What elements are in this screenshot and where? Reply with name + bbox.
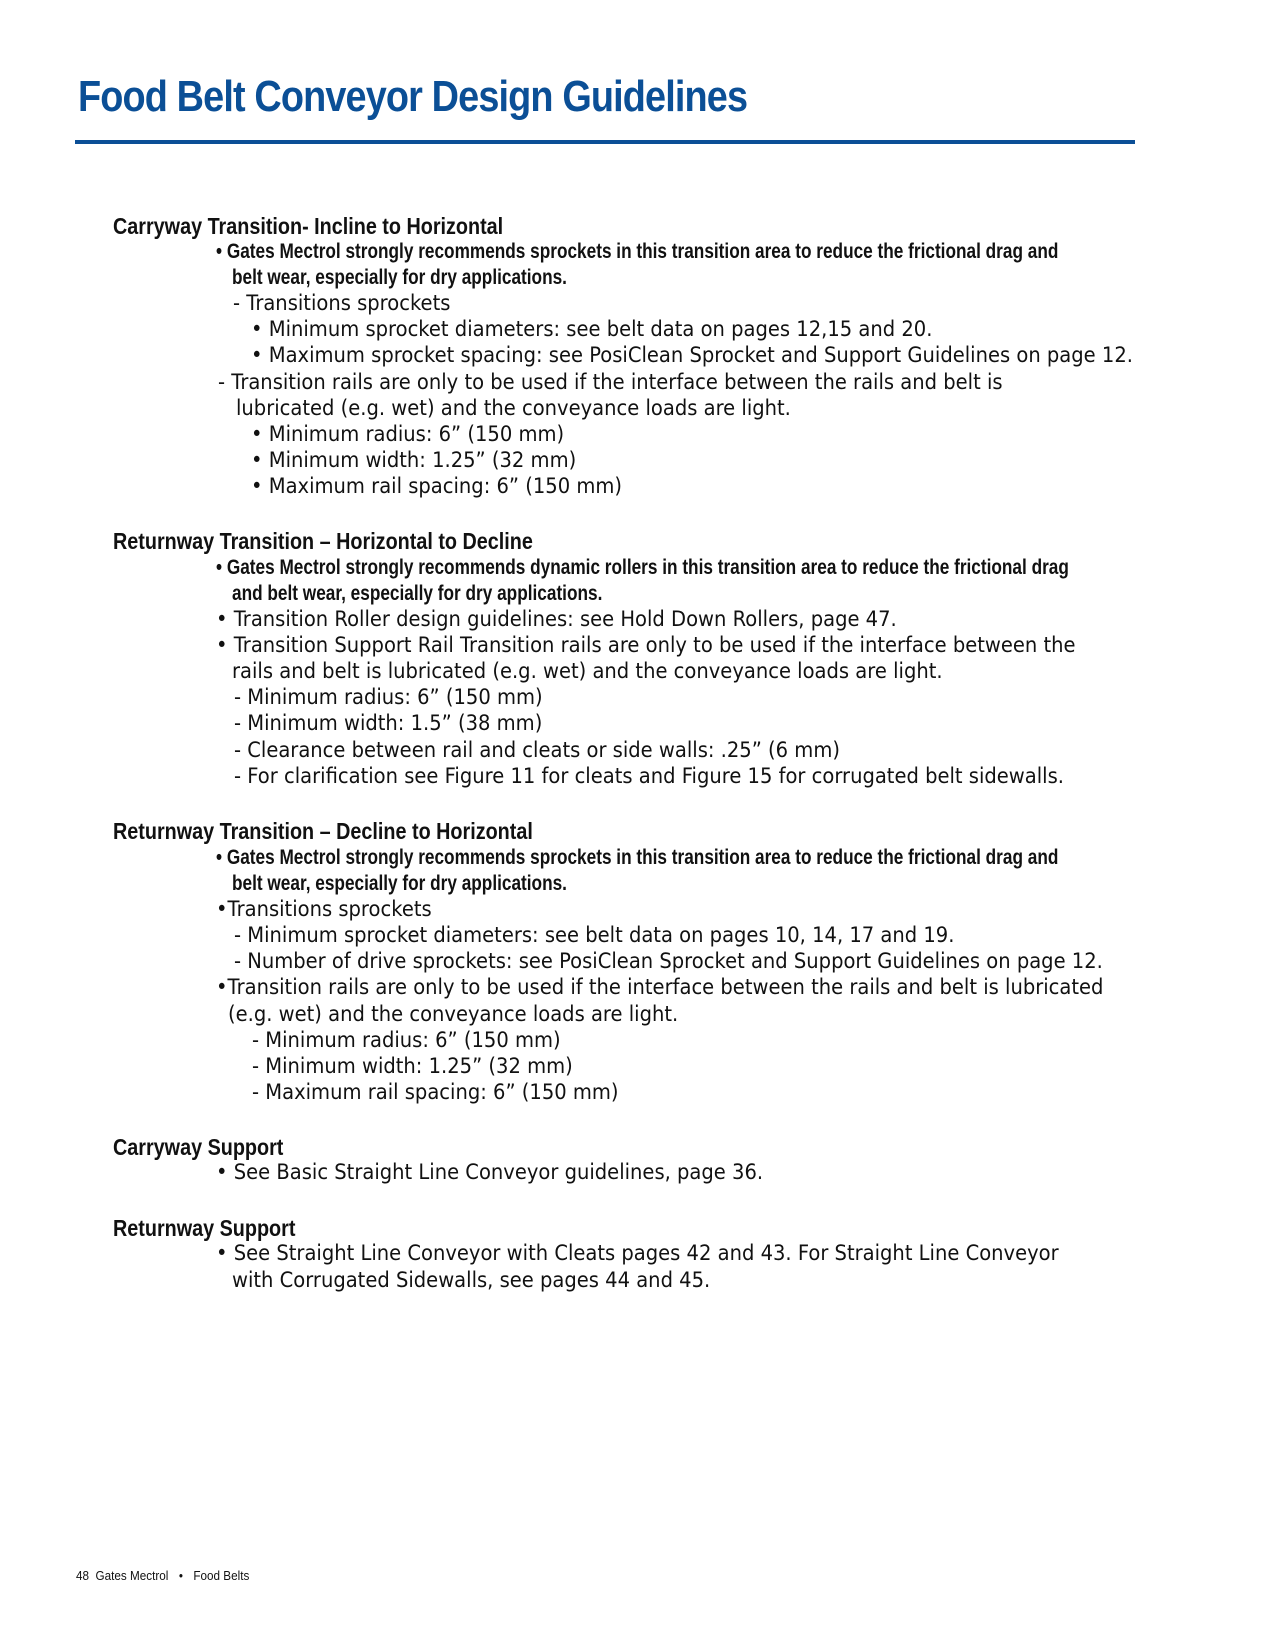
page-title: Food Belt Conveyor Design Guidelines [78, 72, 748, 121]
section-text-line: and belt wear, especially for dry applications. [232, 582, 603, 605]
section-text-line: •Transition rails are only to be used if the interface between the rails and belt is lubricated [216, 975, 1104, 999]
title-underline [75, 140, 1135, 144]
section-text-line: belt wear, especially for dry applications. [232, 872, 567, 895]
section-text-line: with Corrugated Sidewalls, see pages 44 and 45. [232, 1268, 711, 1292]
section-text-line: - For clarification see Figure 11 for cleats and Figure 15 for corrugated belt sidewalls. [234, 764, 1064, 788]
section-text-line: • Gates Mectrol strongly recommends dynamic rollers in this transition area to reduce the frictional drag [216, 556, 1069, 579]
section-text-line: •Transitions sprockets [216, 897, 432, 921]
section-text-line: - Minimum radius: 6” (150 mm) [234, 685, 543, 709]
section-text-line: - Minimum width: 1.5” (38 mm) [234, 711, 543, 735]
page-number: 48 [76, 1568, 90, 1583]
page-footer [76, 1568, 249, 1583]
section-text-line: rails and belt is lubricated (e.g. wet) and the conveyance loads are light. [232, 659, 943, 683]
section-text-line: - Clearance between rail and cleats or side walls: .25” (6 mm) [234, 738, 840, 762]
section-text-line: • See Basic Straight Line Conveyor guidelines, page 36. [216, 1160, 764, 1184]
section-text-line: • Minimum sprocket diameters: see belt data on pages 12,15 and 20. [251, 317, 933, 341]
section-text-line: (e.g. wet) and the conveyance loads are light. [228, 1002, 679, 1026]
section-text-line: • Transition Roller design guidelines: see Hold Down Rollers, page 47. [216, 607, 897, 631]
section-heading: Returnway Support [113, 1215, 296, 1241]
section-text-line: - Number of drive sprockets: see PosiClean Sprocket and Support Guidelines on page 12. [234, 949, 1103, 973]
section-text-line: - Minimum width: 1.25” (32 mm) [252, 1054, 573, 1078]
footer-separator: • [178, 1568, 183, 1583]
section-text-line: • Minimum radius: 6” (150 mm) [251, 422, 565, 446]
section-text-line: - Minimum radius: 6” (150 mm) [252, 1028, 561, 1052]
section-text-line: - Transitions sprockets [233, 291, 451, 315]
section-text-line: - Minimum sprocket diameters: see belt data on pages 10, 14, 17 and 19. [234, 923, 955, 947]
section-text-line: • Maximum sprocket spacing: see PosiClean Sprocket and Support Guidelines on page 12. [251, 343, 1133, 367]
section-heading: Carryway Support [113, 1134, 284, 1160]
section-text-line: • Transition Support Rail Transition rails are only to be used if the interface between the [216, 633, 1076, 657]
section-text-line: • Gates Mectrol strongly recommends sprockets in this transition area to reduce the frictional drag and [216, 846, 1059, 869]
section-heading: Returnway Transition – Decline to Horizontal [113, 818, 533, 844]
section-text-line: • Maximum rail spacing: 6” (150 mm) [251, 474, 623, 498]
section-text-line: • See Straight Line Conveyor with Cleats pages 42 and 43. For Straight Line Conveyor [216, 1241, 1059, 1265]
footer-company: Gates Mectrol [95, 1568, 169, 1583]
section-text-line: • Gates Mectrol strongly recommends sprockets in this transition area to reduce the frictional drag and [216, 240, 1059, 263]
section-text-line: belt wear, especially for dry applications. [232, 266, 567, 289]
section-heading: Carryway Transition- Incline to Horizontal [113, 213, 504, 239]
section-text-line: • Minimum width: 1.25” (32 mm) [251, 448, 577, 472]
footer-section: Food Belts [193, 1568, 250, 1583]
section-text-line: - Transition rails are only to be used if the interface between the rails and belt is [218, 370, 1003, 394]
section-text-line: lubricated (e.g. wet) and the conveyance loads are light. [236, 396, 791, 420]
section-heading: Returnway Transition – Horizontal to Decline [113, 528, 533, 554]
section-text-line: - Maximum rail spacing: 6” (150 mm) [252, 1080, 619, 1104]
